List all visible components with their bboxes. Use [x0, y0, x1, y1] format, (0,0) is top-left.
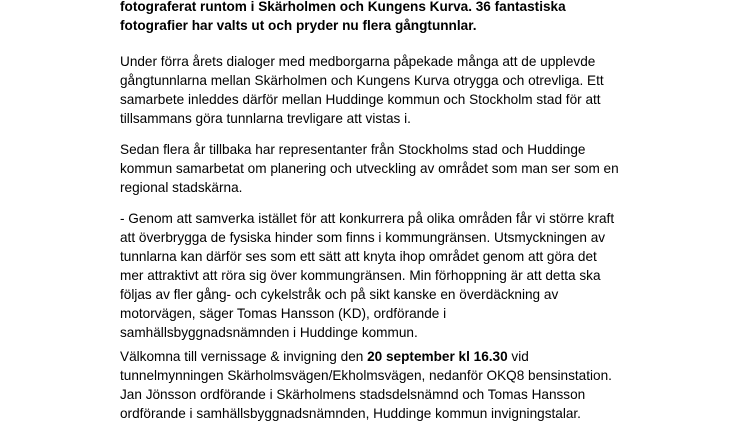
paragraph-3-line-2: att överbrygga de fysiska hinder som finns i kommungränsen. Utsmyckningen av — [120, 230, 606, 245]
intro-line-1: fotograferat runtom i Skärholmen och Kungens Kurva. 36 fantastiska — [120, 0, 566, 14]
paragraph-2-line-2: kommun samarbetat om planering och utveckling av området som man ser som en — [120, 161, 619, 176]
paragraph-3-line-5: följas av fler gång- och cykelstråk och på sikt kanske en överdäckning av — [120, 287, 559, 302]
event-date-time: 20 september kl 16.30 — [367, 349, 508, 364]
paragraph-2-line-3: regional stadskärna. — [120, 180, 243, 195]
paragraph-4-line-2: tunnelmynningen Skärholmsvägen/Ekholmsvägen, nedanför OKQ8 bensinstation. — [120, 368, 612, 383]
invitation-prefix: Välkomna till vernissage & invigning den — [120, 349, 368, 364]
paragraph-1-line-3: samarbete inleddes därför mellan Huddinge kommun och Stockholm stad för att — [120, 92, 601, 107]
paragraph-3-line-3: tunnlarna kan därför ses som ett sätt att knyta ihop området genom att göra det — [120, 249, 597, 264]
paragraph-3-line-6: motorvägen, säger Tomas Hansson (KD), ordförande i — [120, 306, 447, 321]
paragraph-3-line-1: - Genom att samverka istället för att konkurrera på olika områden får vi större kraft — [120, 211, 615, 226]
paragraph-1-line-4: tillsammans göra tunnlarna trevligare att vistas i. — [120, 111, 411, 126]
paragraph-4-line-1 — [120, 347, 529, 366]
paragraph-4-line-4: ordförande i samhällsbyggnadsnämnden, Huddinge kommun invigningstalar. — [120, 406, 581, 421]
paragraph-3-line-4: mer attraktivt att röra sig över kommungränsen. Min förhoppning är att detta ska — [120, 268, 601, 283]
intro-line-2: fotografier har valts ut och pryder nu flera gångtunnlar. — [120, 18, 477, 33]
paragraph-4-line-3: Jan Jönsson ordförande i Skärholmens stadsdelsnämnd och Tomas Hansson — [120, 387, 586, 402]
invitation-suffix: vid — [507, 349, 529, 364]
paragraph-3-line-7: samhällsbyggnadsnämnden i Huddinge kommun. — [120, 325, 418, 340]
paragraph-1-line-2: gångtunnlarna mellan Skärholmen och Kungens Kurva otrygga och otrevliga. Ett — [120, 73, 604, 88]
paragraph-2-line-1: Sedan flera år tillbaka har representanter från Stockholms stad och Huddinge — [120, 142, 586, 157]
paragraph-1-line-1: Under förra årets dialoger med medborgarna påpekade många att de upplevde — [120, 54, 596, 69]
